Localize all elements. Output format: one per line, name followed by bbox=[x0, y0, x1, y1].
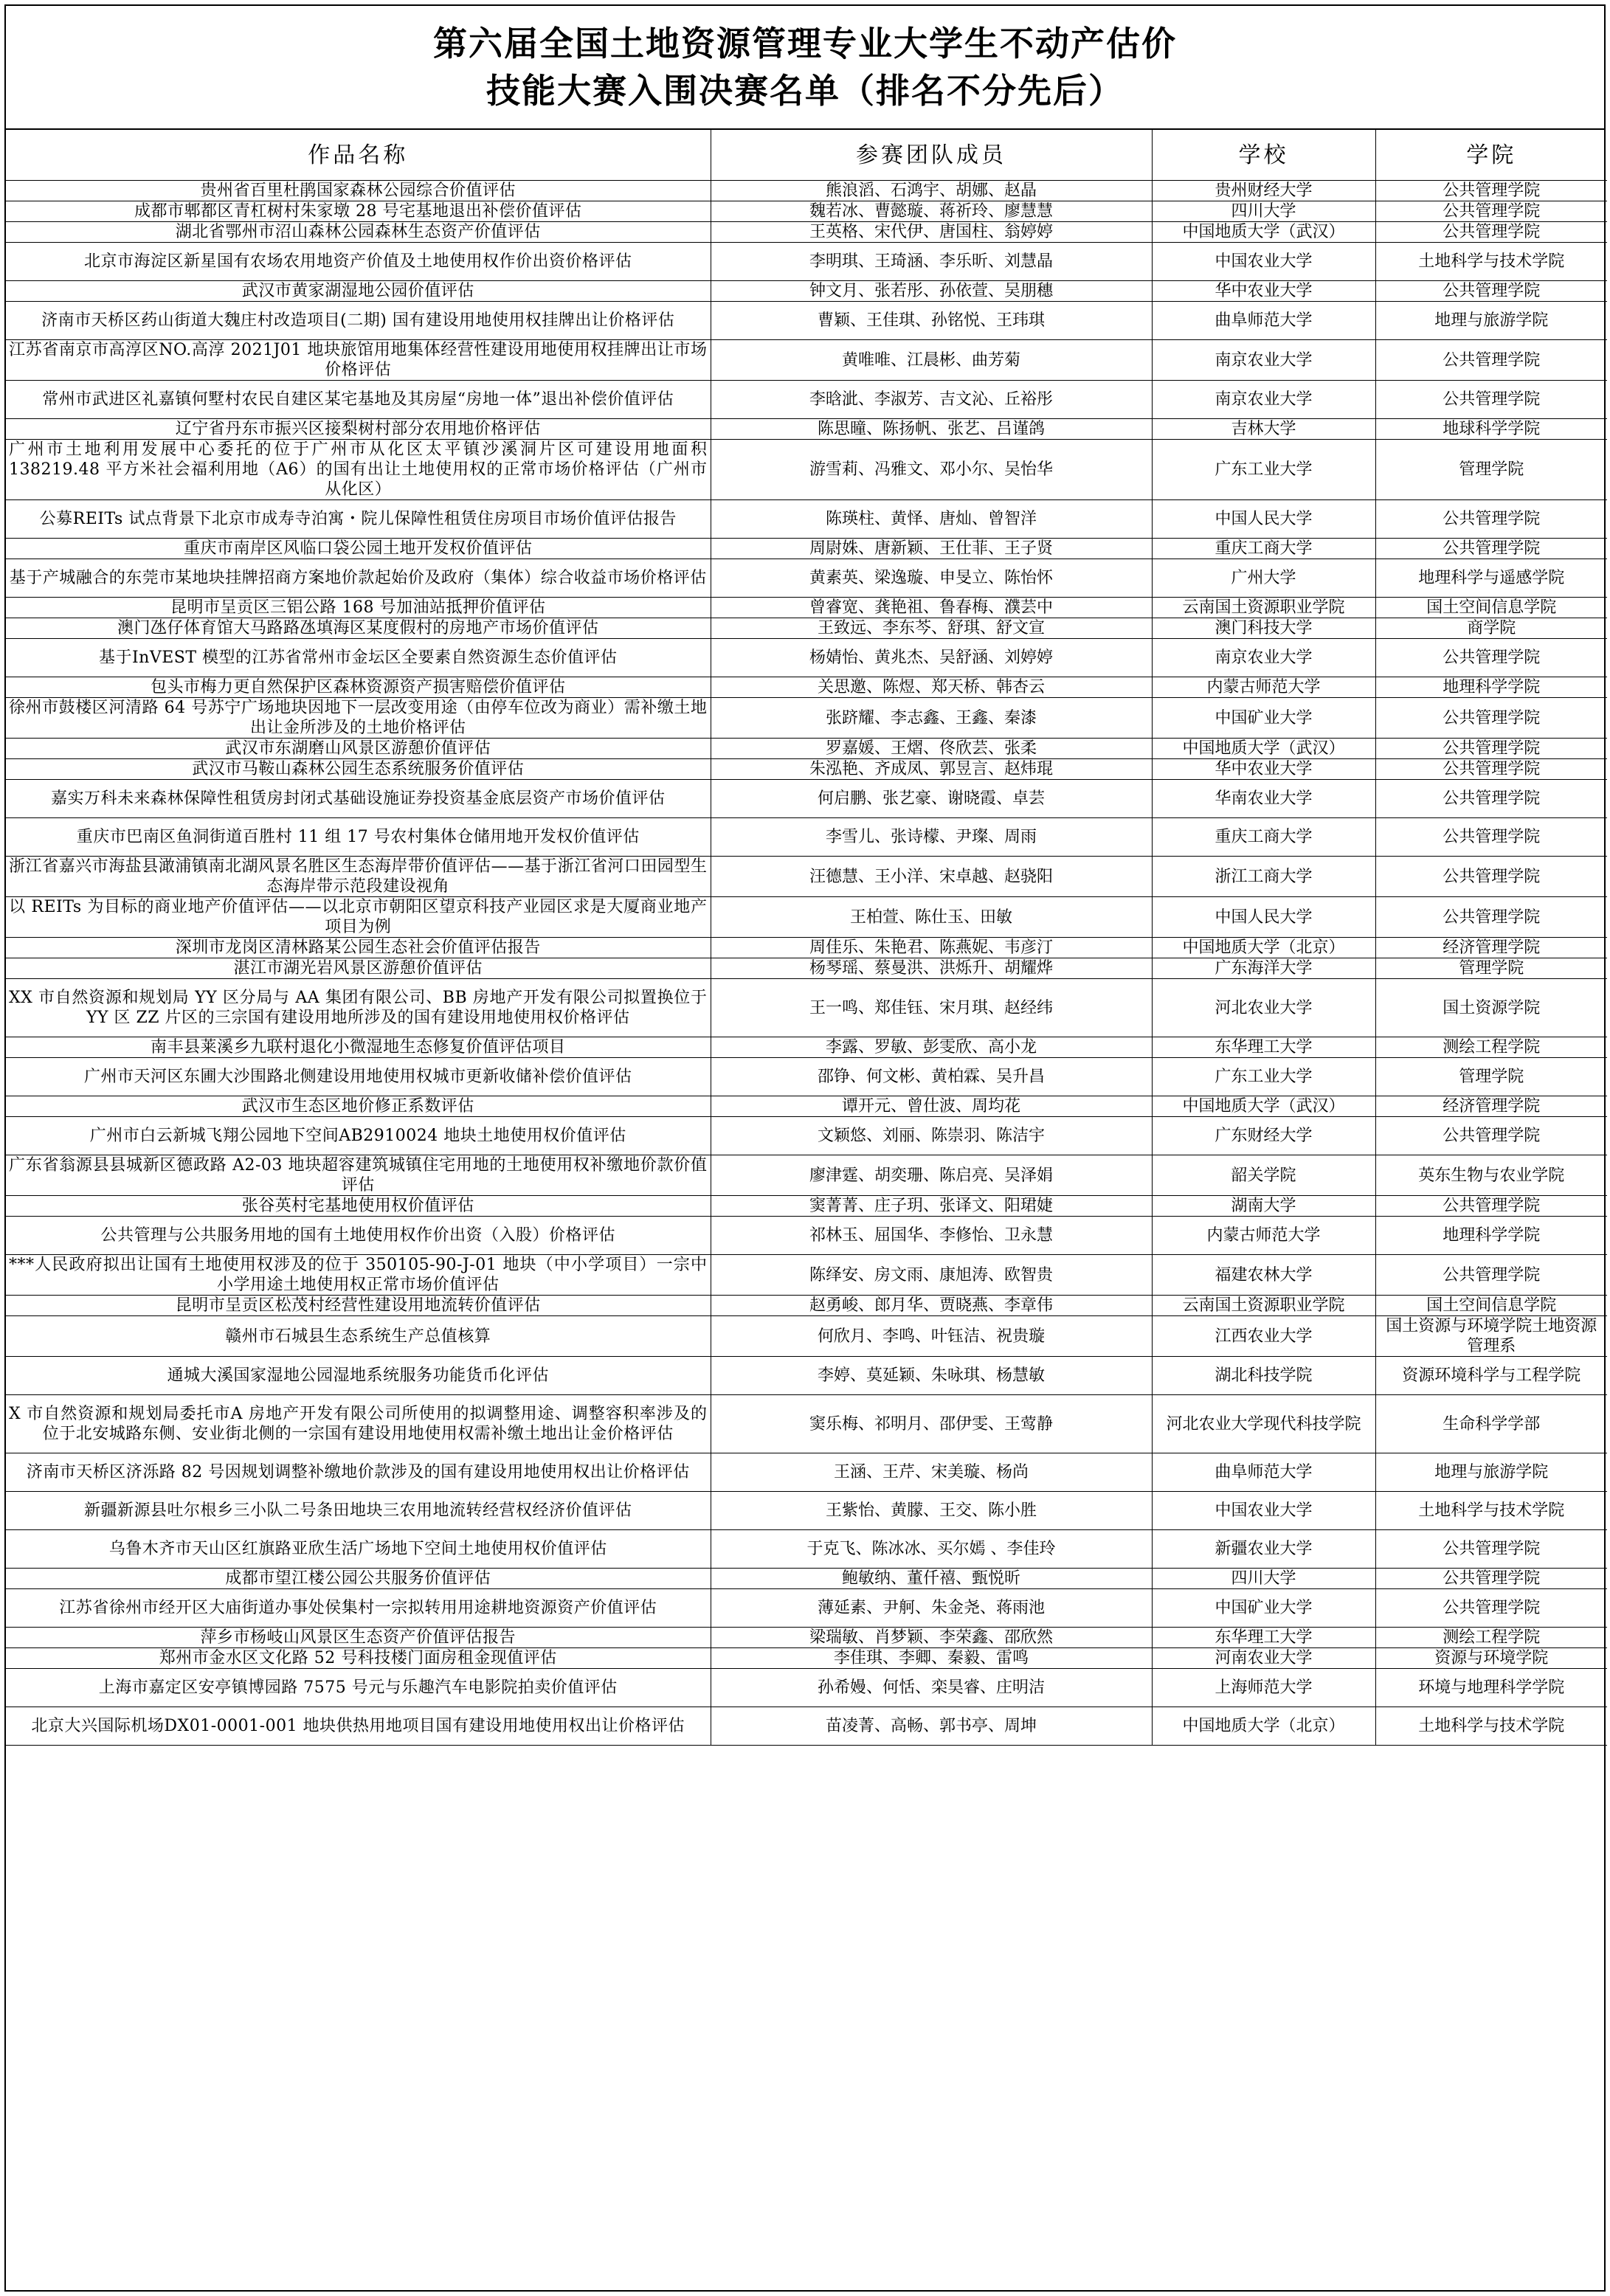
header-work-name: 作品名称 bbox=[6, 130, 711, 181]
cell-school: 四川大学 bbox=[1152, 201, 1375, 222]
cell-team-members: 廖津霆、胡奕珊、陈启亮、吴泽娟 bbox=[711, 1155, 1152, 1196]
table-row bbox=[6, 281, 1607, 302]
cell-school: 广东工业大学 bbox=[1152, 440, 1375, 500]
cell-work-name: 公募REITs 试点背景下北京市成寿寺泊寓・院儿保障性租赁住房项目市场价值评估报告 bbox=[6, 500, 711, 539]
cell-school: 东华理工大学 bbox=[1152, 1037, 1375, 1058]
cell-team-members: 祁林玉、屈国华、李修怡、卫永慧 bbox=[711, 1217, 1152, 1255]
cell-work-name: 深圳市龙岗区清林路某公园生态社会价值评估报告 bbox=[6, 938, 711, 958]
table-row bbox=[6, 938, 1607, 958]
cell-school: 中国矿业大学 bbox=[1152, 1589, 1375, 1628]
cell-college: 国土资源学院 bbox=[1375, 979, 1607, 1037]
cell-work-name: 湖北省鄂州市沼山森林公园森林生态资产价值评估 bbox=[6, 222, 711, 243]
cell-team-members: 曾睿宽、龚艳祖、鲁春梅、濮芸中 bbox=[711, 598, 1152, 618]
cell-college: 公共管理学院 bbox=[1375, 281, 1607, 302]
cell-team-members: 何启鹏、张艺豪、谢晓霞、卓芸 bbox=[711, 780, 1152, 818]
table-row bbox=[6, 1453, 1607, 1492]
table-row bbox=[6, 1058, 1607, 1096]
cell-work-name: 通城大溪国家湿地公园湿地系统服务功能货币化评估 bbox=[6, 1357, 711, 1395]
cell-college: 资源环境科学与工程学院 bbox=[1375, 1357, 1607, 1395]
table-row bbox=[6, 340, 1607, 381]
cell-team-members: 魏若冰、曹懿璇、蒋祈玲、廖慧慧 bbox=[711, 201, 1152, 222]
cell-team-members: 窦菁菁、庄子玥、张译文、阳珺婕 bbox=[711, 1196, 1152, 1217]
cell-school: 华中农业大学 bbox=[1152, 759, 1375, 780]
table-row bbox=[6, 759, 1607, 780]
cell-college: 管理学院 bbox=[1375, 440, 1607, 500]
table-row bbox=[6, 1316, 1607, 1357]
cell-team-members: 熊浪滔、石鸿宇、胡娜、赵晶 bbox=[711, 181, 1152, 201]
table-row bbox=[6, 539, 1607, 559]
cell-work-name: 武汉市黄家湖湿地公园价值评估 bbox=[6, 281, 711, 302]
cell-school: 新疆农业大学 bbox=[1152, 1530, 1375, 1569]
cell-school: 中国地质大学（武汉） bbox=[1152, 739, 1375, 759]
cell-work-name: 武汉市生态区地价修正系数评估 bbox=[6, 1096, 711, 1117]
cell-school: 河北农业大学现代科技学院 bbox=[1152, 1395, 1375, 1453]
cell-college: 公共管理学院 bbox=[1375, 818, 1607, 857]
table-row bbox=[6, 739, 1607, 759]
cell-team-members: 王紫怡、黄朦、王交、陈小胜 bbox=[711, 1492, 1152, 1530]
cell-college: 公共管理学院 bbox=[1375, 1117, 1607, 1155]
document-title bbox=[6, 6, 1604, 130]
cell-work-name: 昆明市呈贡区松茂村经营性建设用地流转价值评估 bbox=[6, 1296, 711, 1316]
table-row bbox=[6, 1357, 1607, 1395]
cell-team-members: 薄延素、尹舸、朱金尧、蒋雨池 bbox=[711, 1589, 1152, 1628]
cell-work-name: 萍乡市杨岐山风景区生态资产价值评估报告 bbox=[6, 1628, 711, 1648]
cell-team-members: 李婷、莫延颖、朱咏琪、杨慧敏 bbox=[711, 1357, 1152, 1395]
cell-work-name: 上海市嘉定区安亭镇博园路 7575 号元与乐趣汽车电影院拍卖价值评估 bbox=[6, 1669, 711, 1707]
table-row bbox=[6, 818, 1607, 857]
cell-team-members: 赵勇峻、郎月华、贾晓燕、李章伟 bbox=[711, 1296, 1152, 1316]
cell-work-name: 成都市郫都区青杠树村朱家墩 28 号宅基地退出补偿价值评估 bbox=[6, 201, 711, 222]
cell-college: 地理科学学院 bbox=[1375, 677, 1607, 698]
cell-team-members: 汪德慧、王小洋、宋卓越、赵骁阳 bbox=[711, 857, 1152, 897]
table-row bbox=[6, 1096, 1607, 1117]
table-row bbox=[6, 1669, 1607, 1707]
cell-college: 地理科学与遥感学院 bbox=[1375, 559, 1607, 598]
table-row bbox=[6, 1492, 1607, 1530]
cell-school: 河北农业大学 bbox=[1152, 979, 1375, 1037]
table-row bbox=[6, 780, 1607, 818]
cell-work-name: 郑州市金水区文化路 52 号科技楼门面房租金现值评估 bbox=[6, 1648, 711, 1669]
table-row bbox=[6, 1628, 1607, 1648]
cell-work-name: 基于产城融合的东莞市某地块挂牌招商方案地价款起始价及政府（集体）综合收益市场价格评估 bbox=[6, 559, 711, 598]
cell-school: 广东工业大学 bbox=[1152, 1058, 1375, 1096]
cell-school: 河南农业大学 bbox=[1152, 1648, 1375, 1669]
cell-school: 中国地质大学（北京） bbox=[1152, 938, 1375, 958]
cell-school: 浙江工商大学 bbox=[1152, 857, 1375, 897]
cell-team-members: 周尉姝、唐新颖、王仕菲、王子贤 bbox=[711, 539, 1152, 559]
cell-team-members: 梁瑞敏、肖梦颖、李荣鑫、邵欣然 bbox=[711, 1628, 1152, 1648]
cell-college: 地理与旅游学院 bbox=[1375, 1453, 1607, 1492]
table-row bbox=[6, 1589, 1607, 1628]
cell-school: 东华理工大学 bbox=[1152, 1628, 1375, 1648]
cell-college: 公共管理学院 bbox=[1375, 539, 1607, 559]
cell-work-name: 嘉实万科未来森林保障性租赁房封闭式基础设施证券投资基金底层资产市场价值评估 bbox=[6, 780, 711, 818]
cell-college: 公共管理学院 bbox=[1375, 340, 1607, 381]
cell-school: 云南国土资源职业学院 bbox=[1152, 1296, 1375, 1316]
table-row bbox=[6, 1196, 1607, 1217]
cell-work-name: 贵州省百里杜鹃国家森林公园综合价值评估 bbox=[6, 181, 711, 201]
cell-college: 地理与旅游学院 bbox=[1375, 302, 1607, 340]
table-row bbox=[6, 698, 1607, 739]
cell-college: 经济管理学院 bbox=[1375, 1096, 1607, 1117]
cell-college: 生命科学学部 bbox=[1375, 1395, 1607, 1453]
cell-school: 曲阜师范大学 bbox=[1152, 302, 1375, 340]
cell-college: 公共管理学院 bbox=[1375, 759, 1607, 780]
cell-team-members: 于克飞、陈冰冰、买尔嫣 、李佳玲 bbox=[711, 1530, 1152, 1569]
title-line-1: 第六届全国土地资源管理专业大学生不动产估价 bbox=[433, 24, 1177, 63]
cell-college: 公共管理学院 bbox=[1375, 381, 1607, 419]
table-row bbox=[6, 302, 1607, 340]
table-row bbox=[6, 897, 1607, 938]
cell-work-name: 武汉市东湖磨山风景区游憩价值评估 bbox=[6, 739, 711, 759]
cell-team-members: 黄唯唯、江晨彬、曲芳菊 bbox=[711, 340, 1152, 381]
cell-school: 中国农业大学 bbox=[1152, 243, 1375, 281]
cell-college: 测绘工程学院 bbox=[1375, 1628, 1607, 1648]
cell-school: 中国地质大学（武汉） bbox=[1152, 222, 1375, 243]
cell-college: 公共管理学院 bbox=[1375, 181, 1607, 201]
cell-team-members: 曹颖、王佳琪、孙铭悦、王玮琪 bbox=[711, 302, 1152, 340]
cell-school: 广东财经大学 bbox=[1152, 1117, 1375, 1155]
table-row bbox=[6, 201, 1607, 222]
cell-team-members: 李明琪、王琦涵、李乐昕、刘慧晶 bbox=[711, 243, 1152, 281]
cell-college: 公共管理学院 bbox=[1375, 1530, 1607, 1569]
table-row bbox=[6, 381, 1607, 419]
cell-work-name: 济南市天桥区济泺路 82 号因规划调整补缴地价款涉及的国有建设用地使用权出让价格评估 bbox=[6, 1453, 711, 1492]
cell-college: 公共管理学院 bbox=[1375, 698, 1607, 739]
cell-work-name: 成都市望江楼公园公共服务价值评估 bbox=[6, 1569, 711, 1589]
cell-school: 广东海洋大学 bbox=[1152, 958, 1375, 979]
cell-work-name: 以 REITs 为目标的商业地产价值评估——以北京市朝阳区望京科技产业园区求是大厦商业地产项目为例 bbox=[6, 897, 711, 938]
table-row bbox=[6, 1296, 1607, 1316]
finalist-table bbox=[6, 130, 1607, 1746]
cell-college: 公共管理学院 bbox=[1375, 500, 1607, 539]
cell-team-members: 鲍敏纳、董仟禧、甄悦昕 bbox=[711, 1569, 1152, 1589]
cell-team-members: 孙希嫚、何恬、栾昊睿、庄明洁 bbox=[711, 1669, 1152, 1707]
cell-school: 贵州财经大学 bbox=[1152, 181, 1375, 201]
cell-work-name: 重庆市南岸区风临口袋公园土地开发权价值评估 bbox=[6, 539, 711, 559]
cell-team-members: 窦乐梅、祁明月、邵伊雯、王莺静 bbox=[711, 1395, 1152, 1453]
table-row bbox=[6, 979, 1607, 1037]
cell-college: 土地科学与技术学院 bbox=[1375, 1707, 1607, 1746]
cell-team-members: 谭开元、曾仕波、周均花 bbox=[711, 1096, 1152, 1117]
table-row bbox=[6, 1217, 1607, 1255]
cell-college: 公共管理学院 bbox=[1375, 201, 1607, 222]
cell-work-name: X 市自然资源和规划局委托市A 房地产开发有限公司所使用的拟调整用途、调整容积率涉及的位于北安城路东侧、安业街北侧的一宗国有建设用地使用权需补缴土地出让金价格评估 bbox=[6, 1395, 711, 1453]
header-school: 学校 bbox=[1152, 130, 1375, 181]
cell-team-members: 黄素英、梁逸璇、申旻立、陈怡怀 bbox=[711, 559, 1152, 598]
header-team-members: 参赛团队成员 bbox=[711, 130, 1152, 181]
cell-school: 曲阜师范大学 bbox=[1152, 1453, 1375, 1492]
cell-team-members: 杨琴瑶、蔡曼洪、洪烁升、胡耀烨 bbox=[711, 958, 1152, 979]
cell-work-name: 浙江省嘉兴市海盐县澉浦镇南北湖风景名胜区生态海岸带价值评估——基于浙江省河口田园型生态海岸带示范段建设视角 bbox=[6, 857, 711, 897]
cell-work-name: 江苏省徐州市经开区大庙街道办事处侯集村一宗拟转用用途耕地资源资产价值评估 bbox=[6, 1589, 711, 1628]
cell-work-name: 辽宁省丹东市振兴区接梨树村部分农用地价格评估 bbox=[6, 419, 711, 440]
table-row bbox=[6, 618, 1607, 639]
cell-college: 地理科学学院 bbox=[1375, 1217, 1607, 1255]
cell-school: 中国农业大学 bbox=[1152, 1492, 1375, 1530]
cell-team-members: 罗嘉媛、王熠、佟欣芸、张柔 bbox=[711, 739, 1152, 759]
cell-school: 云南国土资源职业学院 bbox=[1152, 598, 1375, 618]
cell-team-members: 游雪莉、冯雅文、邓小尔、吴怡华 bbox=[711, 440, 1152, 500]
cell-work-name: 昆明市呈贡区三铝公路 168 号加油站抵押价值评估 bbox=[6, 598, 711, 618]
cell-college: 英东生物与农业学院 bbox=[1375, 1155, 1607, 1196]
cell-team-members: 何欣月、李鸣、叶钰洁、祝贵璇 bbox=[711, 1316, 1152, 1357]
cell-school: 中国地质大学（北京） bbox=[1152, 1707, 1375, 1746]
table-row bbox=[6, 222, 1607, 243]
header-college: 学院 bbox=[1375, 130, 1607, 181]
cell-college: 测绘工程学院 bbox=[1375, 1037, 1607, 1058]
table-row bbox=[6, 1155, 1607, 1196]
cell-college: 资源与环境学院 bbox=[1375, 1648, 1607, 1669]
cell-team-members: 陈思曈、陈扬帆、张艺、吕谨鸽 bbox=[711, 419, 1152, 440]
cell-school: 内蒙古师范大学 bbox=[1152, 1217, 1375, 1255]
cell-college: 商学院 bbox=[1375, 618, 1607, 639]
cell-school: 澳门科技大学 bbox=[1152, 618, 1375, 639]
cell-work-name: ***人民政府拟出让国有土地使用权涉及的位于 350105-90-J-01 地块（中小学项目）一宗中小学用途土地使用权正常市场价值评估 bbox=[6, 1255, 711, 1296]
cell-team-members: 朱泓艳、齐成凤、郭昱言、赵炜琨 bbox=[711, 759, 1152, 780]
cell-work-name: 重庆市巴南区鱼洞街道百胜村 11 组 17 号农村集体仓储用地开发权价值评估 bbox=[6, 818, 711, 857]
cell-college: 公共管理学院 bbox=[1375, 857, 1607, 897]
table-row bbox=[6, 677, 1607, 698]
cell-college: 公共管理学院 bbox=[1375, 897, 1607, 938]
cell-work-name: 徐州市鼓楼区河清路 64 号苏宁广场地块因地下一层改变用途（由停车位改为商业）需补缴土地出让金所涉及的土地价格评估 bbox=[6, 698, 711, 739]
cell-team-members: 王英格、宋代伊、唐国柱、翁婷婷 bbox=[711, 222, 1152, 243]
cell-work-name: 公共管理与公共服务用地的国有土地使用权作价出资（入股）价格评估 bbox=[6, 1217, 711, 1255]
table-header-row bbox=[6, 130, 1607, 181]
cell-college: 公共管理学院 bbox=[1375, 1569, 1607, 1589]
document-frame bbox=[4, 4, 1606, 2292]
table-row bbox=[6, 440, 1607, 500]
cell-work-name: 广州市天河区东圃大沙围路北侧建设用地使用权城市更新收储补偿价值评估 bbox=[6, 1058, 711, 1096]
cell-team-members: 王涵、王芹、宋美璇、杨尚 bbox=[711, 1453, 1152, 1492]
cell-school: 广州大学 bbox=[1152, 559, 1375, 598]
cell-work-name: 江苏省南京市高淳区NO.高淳 2021J01 地块旅馆用地集体经营性建设用地使用权挂牌出让市场价格评估 bbox=[6, 340, 711, 381]
cell-school: 重庆工商大学 bbox=[1152, 539, 1375, 559]
table-row bbox=[6, 1117, 1607, 1155]
cell-school: 湖北科技学院 bbox=[1152, 1357, 1375, 1395]
cell-college: 公共管理学院 bbox=[1375, 1255, 1607, 1296]
cell-work-name: 北京市海淀区新星国有农场农用地资产价值及土地使用权作价出资价格评估 bbox=[6, 243, 711, 281]
table-row bbox=[6, 1707, 1607, 1746]
cell-work-name: 常州市武进区礼嘉镇何墅村农民自建区某宅基地及其房屋“房地一体”退出补偿价值评估 bbox=[6, 381, 711, 419]
cell-work-name: 南丰县莱溪乡九联村退化小微湿地生态修复价值评估项目 bbox=[6, 1037, 711, 1058]
cell-college: 地球科学学院 bbox=[1375, 419, 1607, 440]
table-row bbox=[6, 1530, 1607, 1569]
cell-college: 管理学院 bbox=[1375, 958, 1607, 979]
cell-college: 环境与地理科学学院 bbox=[1375, 1669, 1607, 1707]
cell-work-name: 包头市梅力更自然保护区森林资源资产损害赔偿价值评估 bbox=[6, 677, 711, 698]
cell-school: 中国人民大学 bbox=[1152, 897, 1375, 938]
table-row bbox=[6, 639, 1607, 677]
table-row bbox=[6, 1395, 1607, 1453]
cell-school: 重庆工商大学 bbox=[1152, 818, 1375, 857]
cell-team-members: 王致远、李东芩、舒琪、舒文宣 bbox=[711, 618, 1152, 639]
table-row bbox=[6, 857, 1607, 897]
cell-work-name: 广州市白云新城飞翔公园地下空间AB2910024 地块土地使用权价值评估 bbox=[6, 1117, 711, 1155]
cell-college: 国土空间信息学院 bbox=[1375, 1296, 1607, 1316]
cell-team-members: 陈绎安、房文雨、康旭涛、欧智贵 bbox=[711, 1255, 1152, 1296]
cell-work-name: 赣州市石城县生态系统生产总值核算 bbox=[6, 1316, 711, 1357]
cell-college: 公共管理学院 bbox=[1375, 739, 1607, 759]
cell-school: 华中农业大学 bbox=[1152, 281, 1375, 302]
cell-work-name: 澳门氹仔体育馆大马路路氹填海区某度假村的房地产市场价值评估 bbox=[6, 618, 711, 639]
cell-team-members: 李露、罗敏、彭雯欣、高小龙 bbox=[711, 1037, 1152, 1058]
cell-school: 上海师范大学 bbox=[1152, 1669, 1375, 1707]
cell-team-members: 苗凌菁、高畅、郭书亭、周坤 bbox=[711, 1707, 1152, 1746]
cell-college: 经济管理学院 bbox=[1375, 938, 1607, 958]
cell-team-members: 邵铮、何文彬、黄柏霖、吴升昌 bbox=[711, 1058, 1152, 1096]
cell-school: 南京农业大学 bbox=[1152, 381, 1375, 419]
cell-work-name: 广东省翁源县县城新区德政路 A2-03 地块超容建筑城镇住宅用地的土地使用权补缴地价款价值评估 bbox=[6, 1155, 711, 1196]
cell-college: 土地科学与技术学院 bbox=[1375, 1492, 1607, 1530]
cell-school: 中国矿业大学 bbox=[1152, 698, 1375, 739]
title-line-2: 技能大赛入围决赛名单（排名不分先后） bbox=[486, 71, 1124, 111]
cell-team-members: 李雪儿、张诗檬、尹璨、周雨 bbox=[711, 818, 1152, 857]
cell-team-members: 张跻耀、李志鑫、王鑫、秦漆 bbox=[711, 698, 1152, 739]
cell-work-name: 济南市天桥区药山街道大魏庄村改造项目(二期) 国有建设用地使用权挂牌出让价格评估 bbox=[6, 302, 711, 340]
cell-work-name: 广州市土地利用发展中心委托的位于广州市从化区太平镇沙溪洞片区可建设用地面积 138219.48 平方米社会福利用地（A6）的国有出让土地使用权的正常市场价格评估（广州市从化区） bbox=[6, 440, 711, 500]
cell-college: 国土资源与环境学院土地资源管理系 bbox=[1375, 1316, 1607, 1357]
cell-work-name: 基于InVEST 模型的江苏省常州市金坛区全要素自然资源生态价值评估 bbox=[6, 639, 711, 677]
cell-team-members: 关思邀、陈煜、郑天桥、韩杏云 bbox=[711, 677, 1152, 698]
cell-team-members: 杨婧怡、黄兆杰、吴舒涵、刘婷婷 bbox=[711, 639, 1152, 677]
cell-school: 中国地质大学（武汉） bbox=[1152, 1096, 1375, 1117]
table-row bbox=[6, 598, 1607, 618]
table-row bbox=[6, 243, 1607, 281]
cell-work-name: XX 市自然资源和规划局 YY 区分局与 AA 集团有限公司、BB 房地产开发有限公司拟置换位于 YY 区 ZZ 片区的三宗国有建设用地所涉及的国有建设用地使用权价格评估 bbox=[6, 979, 711, 1037]
cell-school: 吉林大学 bbox=[1152, 419, 1375, 440]
cell-college: 公共管理学院 bbox=[1375, 222, 1607, 243]
cell-team-members: 李佳琪、李卿、秦毅、雷鸣 bbox=[711, 1648, 1152, 1669]
table-row bbox=[6, 559, 1607, 598]
cell-college: 土地科学与技术学院 bbox=[1375, 243, 1607, 281]
cell-school: 华南农业大学 bbox=[1152, 780, 1375, 818]
table-row bbox=[6, 1569, 1607, 1589]
cell-school: 内蒙古师范大学 bbox=[1152, 677, 1375, 698]
cell-school: 南京农业大学 bbox=[1152, 639, 1375, 677]
cell-school: 韶关学院 bbox=[1152, 1155, 1375, 1196]
cell-school: 南京农业大学 bbox=[1152, 340, 1375, 381]
cell-team-members: 王柏萱、陈仕玉、田敏 bbox=[711, 897, 1152, 938]
cell-school: 四川大学 bbox=[1152, 1569, 1375, 1589]
cell-college: 公共管理学院 bbox=[1375, 1196, 1607, 1217]
cell-college: 公共管理学院 bbox=[1375, 780, 1607, 818]
cell-work-name: 武汉市马鞍山森林公园生态系统服务价值评估 bbox=[6, 759, 711, 780]
table-row bbox=[6, 419, 1607, 440]
table-row bbox=[6, 1037, 1607, 1058]
cell-team-members: 文颖悠、刘丽、陈崇羽、陈洁宇 bbox=[711, 1117, 1152, 1155]
cell-school: 中国人民大学 bbox=[1152, 500, 1375, 539]
cell-team-members: 陈瑛柱、黄怿、唐灿、曾智洋 bbox=[711, 500, 1152, 539]
cell-school: 湖南大学 bbox=[1152, 1196, 1375, 1217]
table-row bbox=[6, 958, 1607, 979]
cell-college: 公共管理学院 bbox=[1375, 639, 1607, 677]
cell-work-name: 乌鲁木齐市天山区红旗路亚欣生活广场地下空间土地使用权价值评估 bbox=[6, 1530, 711, 1569]
cell-school: 江西农业大学 bbox=[1152, 1316, 1375, 1357]
table-row bbox=[6, 500, 1607, 539]
cell-college: 管理学院 bbox=[1375, 1058, 1607, 1096]
cell-work-name: 北京大兴国际机场DX01-0001-001 地块供热用地项目国有建设用地使用权出让价格评估 bbox=[6, 1707, 711, 1746]
cell-work-name: 湛江市湖光岩风景区游憩价值评估 bbox=[6, 958, 711, 979]
cell-team-members: 李晗泚、李淑芳、吉文沁、丘裕彤 bbox=[711, 381, 1152, 419]
cell-college: 公共管理学院 bbox=[1375, 1589, 1607, 1628]
cell-team-members: 钟文月、张若彤、孙依萱、吴朋穗 bbox=[711, 281, 1152, 302]
cell-team-members: 王一鸣、郑佳钰、宋月琪、赵经纬 bbox=[711, 979, 1152, 1037]
cell-work-name: 张谷英村宅基地使用权价值评估 bbox=[6, 1196, 711, 1217]
cell-school: 福建农林大学 bbox=[1152, 1255, 1375, 1296]
cell-college: 国土空间信息学院 bbox=[1375, 598, 1607, 618]
table-row bbox=[6, 1648, 1607, 1669]
table-row bbox=[6, 1255, 1607, 1296]
cell-work-name: 新疆新源县吐尔根乡三小队二号条田地块三农用地流转经营权经济价值评估 bbox=[6, 1492, 711, 1530]
cell-team-members: 周佳乐、朱艳君、陈燕妮、韦彦汀 bbox=[711, 938, 1152, 958]
table-row bbox=[6, 181, 1607, 201]
